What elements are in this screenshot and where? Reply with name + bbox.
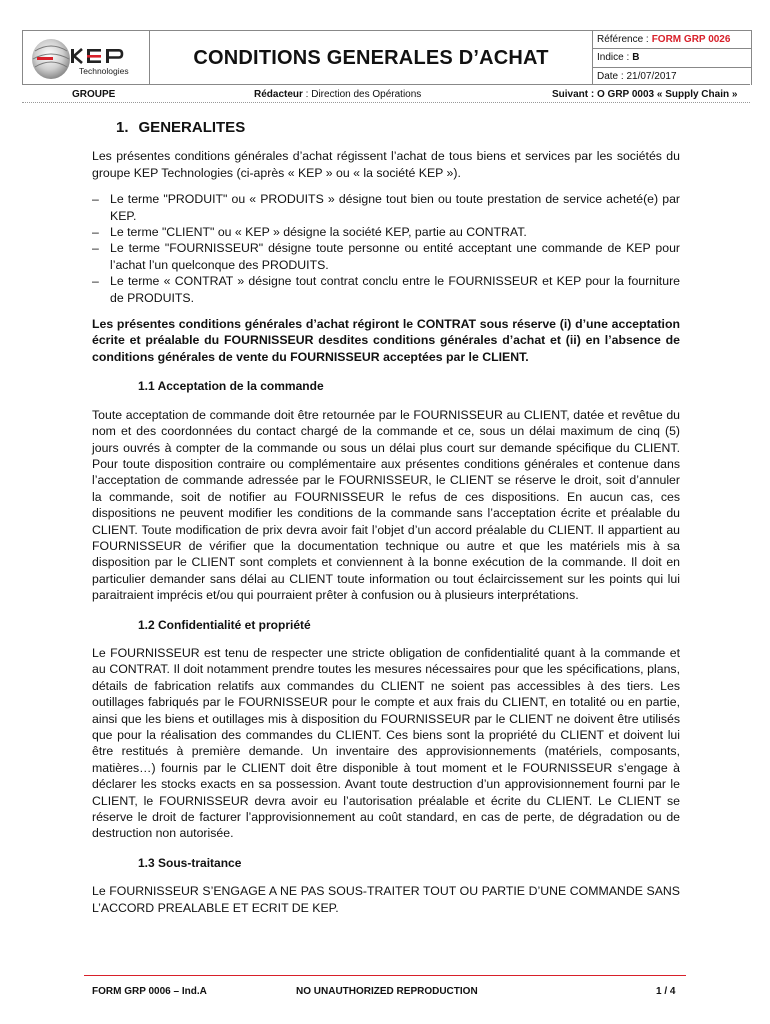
section-heading: [116, 120, 680, 136]
footer-form: FORM GRP 0006 – Ind.A: [92, 986, 207, 997]
acceptation-paragraph: Toute acceptation de commande doit être retournée par le FOURNISSEUR au CLIENT, datée et revêtue du nom et des coordonnées du contact chargé de la commande et ce, sous un délai maximum de cinq (5) jours ouvrés à compter de la commande ou sous un délai plus court sur demande spécifique du CLIENT. Pour toute disposition contraire ou complémentaire aux présentes conditions générales et contenue dans l’acceptation de commande adressée par le FOURNISSEUR, le CLIENT se réserve le droit, soit d’annuler la commande, soit de notifier au FOURNISSEUR le refus de ces dispositions. En aucun cas, ces dispositions ne peuvent modifier les conditions de la commande sans l’acceptation écrite et préalable du CLIENT. Toute modification de prix devra avoir fait l’objet d’un accord préalable du CLIENT. Il appartient au FOURNISSEUR de vérifier que la documentation technique ou autre et que les matériels mis à sa disposition par le CLIENT sont complets et conviennent à la bonne exécution de la commande. Il doit en particulier demander sans délai au CLIENT toute information ou tout éclaircissement sur les points qui lui paraitraient imprécis et/ou qui pourraient prêter à confusion ou à plusieurs interprétations.: [92, 407, 680, 603]
indice-label: Indice :: [597, 52, 630, 64]
subsection-heading: 1.2 Confidentialité et propriété: [138, 617, 311, 632]
section-number: 1.: [116, 119, 129, 136]
reference-row: [593, 31, 751, 49]
document-header: [22, 30, 752, 85]
sous-traitance-paragraph: Le FOURNISSEUR S’ENGAGE A NE PAS SOUS-TRAITER TOUT OU PARTIE D’UNE COMMANDE SANS L’ACCORD PREALABLE ET ECRIT DE KEP.: [92, 884, 680, 915]
redacteur-label: Rédacteur: [254, 89, 303, 100]
definition-item: – Le terme « CONTRAT » désigne tout contrat conclu entre le FOURNISSEUR et KEP pour la fourniture de PRODUITS.: [92, 273, 680, 306]
company-logo: [23, 31, 150, 85]
redacteur: [254, 89, 421, 100]
definitions-list: [92, 191, 680, 306]
subsection-heading: 1.1 Acceptation de la commande: [138, 379, 324, 394]
bold-clause: Les présentes conditions générales d’achat régiront le CONTRAT sous réserve (i) d’une acceptation écrite et préalable du FOURNISSEUR desdites conditions générales d’achat et (ii) en l’absence de conditions générales de vente du FOURNISSEUR acceptées par le CLIENT.: [92, 317, 680, 364]
indice-value: B: [632, 52, 640, 64]
date-text: Date : 21/07/2017: [597, 70, 677, 82]
reference-value: FORM GRP 0026: [651, 34, 731, 46]
reference-label: Référence :: [597, 34, 649, 46]
subsection-heading: 1.3 Sous-traitance: [138, 855, 242, 870]
groupe-label: GROUPE: [72, 89, 116, 100]
suivant-text: Suivant : O GRP 0003 « Supply Chain »: [552, 89, 738, 100]
document-body: [92, 120, 680, 916]
confidentialite-paragraph: Le FOURNISSEUR est tenu de respecter une stricte obligation de confidentialité quant à la commande et au CONTRAT. Il doit notamment prendre toutes les mesures nécessaires pour que les spécifications, plans, détails de fabrication relatifs aux commandes du CLIENT ne soient pas accessibles à des tiers. Les outillages fabriqués par le FOURNISSEUR pour le compte et aux frais du CLIENT, en totalité ou en partie, ainsi que les biens et outillages mis à disposition du FOURNISSEUR par le CLIENT ne doivent être utilisés que pour la réalisation des commandes du CLIENT. Ces biens sont la propriété du CLIENT et doivent lui être restitués à première demande. Un inventaire des approvisionnements (matériels, composants, matières…) fournis par le CLIENT doit être disponible à tout moment et le FOURNISSEUR s’engage à déclarer les stocks exacts en sa possession. Avant toute destruction d’un approvisionnement fourni par le CLIENT, le FOURNISSEUR devra avoir eu l’autorisation préalable et écrite du CLIENT. Le CLIENT se réserve le droit de facturer l’approvisionnement au coût standard, en cas de perte, de dégradation ou de destruction non autorisée.: [92, 645, 680, 841]
definition-item: – Le terme "FOURNISSEUR" désigne toute personne ou entité acceptant une commande de KEP pour l’achat l’un quelconque des PRODUITS.: [92, 240, 680, 273]
footer-page-number: 1 / 4: [656, 986, 676, 997]
document-title: CONDITIONS GENERALES D’ACHAT: [150, 31, 593, 85]
intro-paragraph: Les présentes conditions générales d’achat régissent l’achat de tous biens et services par les sociétés du groupe KEP Technologies (ci-après « KEP » ou « la société KEP »).: [92, 149, 680, 180]
definition-item: – Le terme "CLIENT" ou « KEP » désigne la société KEP, partie au CONTRAT.: [92, 224, 680, 240]
definition-item: – Le terme "PRODUIT" ou « PRODUITS » désigne tout bien ou toute prestation de service acheté(e) par KEP.: [92, 191, 680, 224]
date-row: [593, 68, 751, 85]
indice-row: [593, 49, 751, 67]
document-subheader: [22, 84, 750, 103]
document-meta: [593, 31, 751, 85]
header-divider: [22, 102, 750, 103]
section-title: GENERALITES: [138, 119, 246, 136]
svg-text:Technologies: Technologies: [79, 66, 129, 76]
redacteur-value: : Direction des Opérations: [302, 89, 422, 100]
kep-logo-icon: [29, 37, 143, 81]
footer-divider: [84, 975, 686, 976]
footer-notice: NO UNAUTHORIZED REPRODUCTION: [296, 986, 478, 997]
